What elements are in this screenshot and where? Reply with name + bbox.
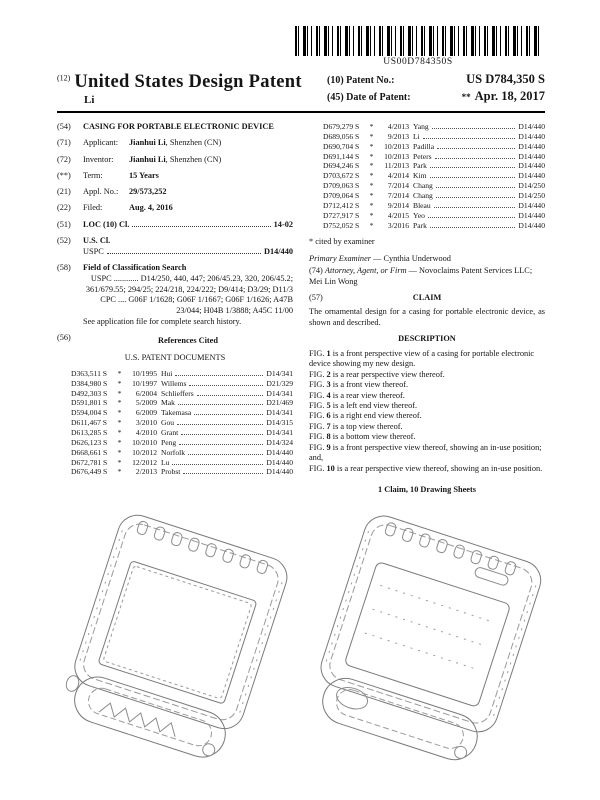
- ref-patent-no: D384,980 S: [71, 378, 108, 388]
- ref-cited-mark: *: [117, 368, 122, 378]
- right-column: [309, 122, 545, 496]
- cited-by-examiner-note: * cited by examiner: [309, 237, 375, 247]
- ref-inventor: Peng: [161, 437, 177, 447]
- header-left: [57, 72, 302, 106]
- ref-patent-no: D709,064 S: [323, 191, 360, 201]
- figure-description-line: FIG. 8 is a bottom view thereof.: [309, 432, 416, 442]
- ref-cited-mark: *: [117, 467, 122, 477]
- ref-cited-mark: *: [117, 378, 122, 388]
- figure-number: 6: [326, 411, 331, 421]
- ref-patent-no: D712,412 S: [323, 200, 360, 210]
- ref-date: 3/2010: [135, 418, 157, 428]
- barcode-icon: [295, 26, 541, 56]
- ref-date: 10/1995: [132, 368, 157, 378]
- ref-patent-no: D709,063 S: [323, 181, 360, 191]
- ref-cited-mark: *: [369, 200, 374, 210]
- ref-inventor: Bleau: [413, 200, 431, 210]
- dot-leader: [194, 414, 263, 415]
- figure-description-line: FIG. 2 is a rear perspective view thereof.: [309, 369, 445, 379]
- figure-description-line: FIG. 10 is a rear perspective view thereof, showing an in-use position.: [309, 463, 543, 473]
- ref-class: D21/329: [266, 378, 293, 388]
- field-term: (**) Term: 15 Years: [57, 170, 159, 180]
- ref-patent-no: D679,279 S: [323, 122, 360, 131]
- figure-descriptions: [309, 349, 545, 474]
- figure-number: 8: [326, 432, 331, 442]
- front-perspective-figure: [57, 509, 292, 766]
- rear-perspective-figure: [305, 511, 546, 769]
- ref-class: D14/341: [266, 368, 293, 378]
- field-21-appl-no: (21) Appl. No.: 29/573,252: [57, 187, 167, 197]
- reference-row: [323, 142, 545, 152]
- dot-leader: [197, 395, 264, 396]
- reference-row: [323, 161, 545, 171]
- left-column: [57, 122, 293, 496]
- dot-leader: [178, 404, 264, 405]
- ref-class: D14/440: [518, 210, 545, 220]
- ref-inventor: Grant: [161, 427, 179, 437]
- ref-date: 3/2016: [387, 220, 409, 230]
- ref-class: D14/315: [266, 418, 293, 428]
- field-51-loc-class: (51) LOC (10) Cl. 14-02: [57, 219, 293, 229]
- ref-date: 6/2004: [135, 388, 157, 398]
- ref-cited-mark: *: [369, 191, 374, 201]
- kind-code: (12): [57, 73, 71, 83]
- reference-row: [71, 467, 293, 477]
- dot-leader: [172, 464, 263, 465]
- reference-row: [323, 132, 545, 142]
- ref-inventor: Park: [413, 220, 427, 230]
- ref-class: D14/440: [518, 151, 545, 161]
- ref-inventor: Park: [413, 161, 427, 171]
- ref-patent-no: D363,511 S: [71, 368, 108, 378]
- figure-description-line: FIG. 6 is a right end view thereof.: [309, 411, 422, 421]
- reference-row: [71, 379, 293, 389]
- ref-cited-mark: *: [117, 427, 122, 437]
- dot-leader: [428, 217, 516, 218]
- figure-number: 5: [326, 400, 331, 410]
- ref-cited-mark: *: [369, 141, 374, 151]
- cpc-search-classes: CPC .... G06F 1/1628; G06F 1/1667; G06F 1/1626; A47B 23/044; H04B 1/3888; A45C 11/00: [100, 295, 293, 316]
- ref-date: 9/2014: [387, 200, 409, 210]
- ref-inventor: Peters: [413, 151, 432, 161]
- ref-date: 4/2015: [387, 210, 409, 220]
- ref-cited-mark: *: [369, 210, 374, 220]
- invention-title: CASING FOR PORTABLE ELECTRONIC DEVICE: [83, 122, 274, 131]
- reference-row: [71, 369, 293, 379]
- field-52-us-class: (52) U.S. Cl. USPC D14/440: [57, 235, 293, 256]
- field-71-applicant: (71) Applicant: Jianhui Li, Shenzhen (CN): [57, 138, 222, 148]
- ref-class: D14/250: [518, 191, 545, 201]
- ref-inventor: Takemasa: [161, 408, 192, 418]
- ref-date: 10/1997: [132, 378, 157, 388]
- two-column-body: [0, 122, 600, 496]
- date-value: ** Apr. 18, 2017: [461, 89, 545, 103]
- ref-date: 11/2013: [384, 161, 409, 171]
- ref-patent-no: D691,144 S: [323, 151, 360, 161]
- ref-class: D14/341: [266, 427, 293, 437]
- ref-class: D14/324: [266, 437, 293, 447]
- ref-date: 10/2010: [132, 437, 157, 447]
- reference-row: [71, 389, 293, 399]
- ref-patent-no: D626,123 S: [71, 437, 108, 447]
- ref-date: 6/2009: [135, 408, 157, 418]
- ref-inventor: Probst: [161, 467, 181, 477]
- patent-no-label: (10) Patent No.:: [327, 75, 395, 86]
- ref-date: 12/2012: [132, 457, 157, 467]
- ref-inventor: Chang: [413, 191, 433, 201]
- figure-number: 2: [326, 369, 331, 379]
- ref-inventor: Mak: [161, 398, 175, 408]
- claim-heading: CLAIM: [412, 292, 442, 302]
- dot-leader: [179, 444, 263, 445]
- ref-inventor: Kim: [413, 171, 427, 181]
- figure-description-line: FIG. 9 is a front perspective view thereof, showing an in-use position; and,: [309, 442, 542, 463]
- reference-row: [323, 181, 545, 191]
- primary-examiner-line: Primary Examiner — Cynthia Underwood: [309, 254, 451, 264]
- dot-leader: [423, 138, 516, 139]
- ref-class: D21/469: [266, 398, 293, 408]
- dot-leader: [430, 177, 516, 178]
- ref-cited-mark: *: [369, 122, 374, 131]
- ref-cited-mark: *: [117, 447, 122, 457]
- search-history-note: See application file for complete search history.: [83, 316, 242, 326]
- ref-cited-mark: *: [117, 388, 122, 398]
- ref-inventor: Yeo: [413, 210, 425, 220]
- ref-class: D14/440: [266, 467, 293, 477]
- figure-description-line: FIG. 1 is a front perspective view of a casing for portable electronic device showing my new design.: [309, 348, 535, 369]
- dot-leader: [177, 424, 263, 425]
- figure-description-line: FIG. 4 is a rear view thereof.: [309, 390, 405, 400]
- dot-leader: [183, 473, 263, 474]
- patent-no-value: US D784,350 S: [466, 72, 545, 86]
- attorney-line: (74) Attorney, Agent, or Firm — Novoclaims Patent Services LLC; Mei Lin Wong: [309, 266, 533, 286]
- ref-inventor: Schlieffers: [161, 388, 194, 398]
- dot-leader: [188, 454, 263, 455]
- ref-cited-mark: *: [369, 220, 374, 230]
- reference-list-right: [309, 122, 545, 230]
- dot-leader: [436, 187, 516, 188]
- first-inventor-name: Li: [84, 94, 95, 106]
- ref-inventor: Li: [413, 131, 420, 141]
- ref-date: 4/2010: [135, 427, 157, 437]
- claim-text: The ornamental design for a casing for portable electronic device, as shown and described.: [309, 307, 545, 328]
- ref-patent-no: D492,303 S: [71, 388, 108, 398]
- ref-class: D14/440: [518, 161, 545, 171]
- ref-date: 7/2014: [387, 191, 409, 201]
- ref-patent-no: D689,056 S: [323, 131, 360, 141]
- ref-patent-no: D672,781 S: [71, 457, 108, 467]
- ref-cited-mark: *: [369, 171, 374, 181]
- ref-class: D14/440: [518, 131, 545, 141]
- ref-class: D14/250: [518, 181, 545, 191]
- field-22-filed: (22) Filed: Aug. 4, 2016: [57, 203, 173, 213]
- field-56-references: (56) References Cited: [57, 333, 293, 351]
- ref-cited-mark: *: [117, 437, 122, 447]
- dot-leader: [432, 128, 516, 129]
- ref-class: D14/440: [518, 220, 545, 230]
- ref-patent-no: D676,449 S: [71, 467, 108, 477]
- reference-row: [71, 438, 293, 448]
- reference-row: [71, 428, 293, 438]
- references-cited-heading: References Cited: [158, 336, 218, 346]
- ref-class: D14/440: [518, 141, 545, 151]
- date-label: (45) Date of Patent:: [327, 92, 411, 103]
- dot-leader: [132, 226, 270, 227]
- ref-date: 4/2014: [387, 171, 409, 181]
- ref-class: D14/341: [266, 408, 293, 418]
- claim-heading-row: (57) CLAIM: [309, 293, 545, 304]
- reference-row: [323, 201, 545, 211]
- figure-description-line: FIG. 5 is a left end view thereof.: [309, 400, 418, 410]
- ref-inventor: Yang: [413, 122, 429, 131]
- dot-leader: [437, 148, 515, 149]
- figure-number: 10: [326, 463, 335, 473]
- ref-patent-no: D703,672 S: [323, 171, 360, 181]
- header-right: [327, 72, 545, 106]
- us-patent-documents-heading: U.S. PATENT DOCUMENTS: [124, 353, 226, 362]
- dot-leader: [175, 375, 263, 376]
- dot-leader: [189, 385, 263, 386]
- ref-inventor: Norfolk: [161, 447, 186, 457]
- ref-inventor: Padilla: [413, 141, 435, 151]
- reference-row: [323, 191, 545, 201]
- ref-patent-no: D613,285 S: [71, 427, 108, 437]
- field-72-inventor: (72) Inventor: Jianhui Li, Shenzhen (CN): [57, 154, 222, 164]
- ref-date: 9/2013: [387, 131, 409, 141]
- dot-leader: [436, 197, 516, 198]
- uspc-search-classes: USPC ............ D14/250, 440, 447; 206/45.23, 320, 206/45.2; 361/679.55; 294/25; 224/218, 224/222; D9/414; D3/29; D11/3: [85, 273, 293, 294]
- ref-patent-no: D591,801 S: [71, 398, 108, 408]
- ref-class: D14/440: [266, 457, 293, 467]
- ref-date: 7/2014: [387, 181, 409, 191]
- field-54-title: (54) CASING FOR PORTABLE ELECTRONIC DEVICE: [57, 122, 293, 133]
- ref-class: D14/440: [518, 200, 545, 210]
- dot-leader: [435, 158, 516, 159]
- reference-row: [71, 418, 293, 428]
- patent-drawing: [40, 500, 560, 798]
- reference-row: [323, 171, 545, 181]
- ref-patent-no: D694,246 S: [323, 161, 360, 171]
- ref-patent-no: D668,661 S: [71, 447, 108, 457]
- barcode-block: [292, 26, 544, 67]
- ref-class: D14/440: [518, 171, 545, 181]
- ref-patent-no: D690,704 S: [323, 141, 360, 151]
- ref-cited-mark: *: [369, 131, 374, 141]
- reference-row: [323, 211, 545, 221]
- ref-cited-mark: *: [117, 408, 122, 418]
- figure-description-line: FIG. 3 is a front view thereof.: [309, 380, 409, 390]
- reference-row: [71, 458, 293, 468]
- reference-row: [71, 408, 293, 418]
- ref-patent-no: D752,052 S: [323, 220, 360, 230]
- figure-number: 9: [326, 442, 331, 452]
- ref-inventor: Gou: [161, 418, 175, 428]
- ref-cited-mark: *: [117, 457, 122, 467]
- ref-class: D14/440: [266, 447, 293, 457]
- dot-leader: [434, 207, 516, 208]
- ref-cited-mark: *: [117, 418, 122, 428]
- ref-date: 2/2013: [135, 467, 157, 477]
- ref-cited-mark: *: [369, 151, 374, 161]
- ref-cited-mark: *: [369, 161, 374, 171]
- dot-leader: [181, 434, 263, 435]
- ref-date: 10/2013: [384, 141, 409, 151]
- barcode-label: US00D784350S: [383, 57, 453, 67]
- description-heading: DESCRIPTION: [398, 333, 456, 343]
- reference-list-left: [57, 369, 293, 477]
- ref-inventor: Hui: [161, 368, 173, 378]
- ref-inventor: Chang: [413, 181, 433, 191]
- ref-cited-mark: *: [369, 181, 374, 191]
- ref-patent-no: D727,917 S: [323, 210, 360, 220]
- ref-inventor: Willems: [161, 378, 187, 388]
- ref-date: 5/2009: [135, 398, 157, 408]
- figure-description-line: FIG. 7 is a top view thereof.: [309, 421, 403, 431]
- dot-leader: [430, 167, 516, 168]
- ref-class: D14/440: [518, 122, 545, 131]
- reference-row: [323, 152, 545, 162]
- ref-date: 10/2013: [384, 151, 409, 161]
- page-title: United States Design Patent: [74, 72, 302, 92]
- ref-date: 4/2013: [387, 122, 409, 131]
- dot-leader: [107, 253, 261, 254]
- reference-row: [71, 448, 293, 458]
- dot-leader: [430, 227, 516, 228]
- ref-cited-mark: *: [117, 398, 122, 408]
- ref-date: 10/2012: [132, 447, 157, 457]
- claims-sheets-note: 1 Claim, 10 Drawing Sheets: [378, 485, 476, 495]
- reference-row: [71, 398, 293, 408]
- field-58-search: (58) Field of Classification Search USPC ............ D14/250, 440, 447; 206/45.23, 320, 206/45.2; 361/679.55; 294/25; 224/218, 224/222; D9/414; D3/29; D11/3 CPC .... G06F 1/1628; G06F 1/1667; G06F 1/1626; A47B 23/044; H04B 1/3888; A45C 11/00 See application file for complete search history.: [57, 263, 293, 326]
- header-rule: [57, 111, 545, 113]
- figure-number: 1: [326, 348, 331, 358]
- figure-number: 4: [326, 390, 331, 400]
- figure-number: 3: [326, 380, 331, 390]
- ref-patent-no: D594,004 S: [71, 408, 108, 418]
- term-extension-note: **: [461, 92, 471, 102]
- ref-class: D14/341: [266, 388, 293, 398]
- ref-inventor: Lu: [161, 457, 170, 467]
- figure-number: 7: [326, 421, 331, 431]
- reference-row: [323, 122, 545, 132]
- ref-patent-no: D611,467 S: [71, 418, 108, 428]
- reference-row: [323, 221, 545, 231]
